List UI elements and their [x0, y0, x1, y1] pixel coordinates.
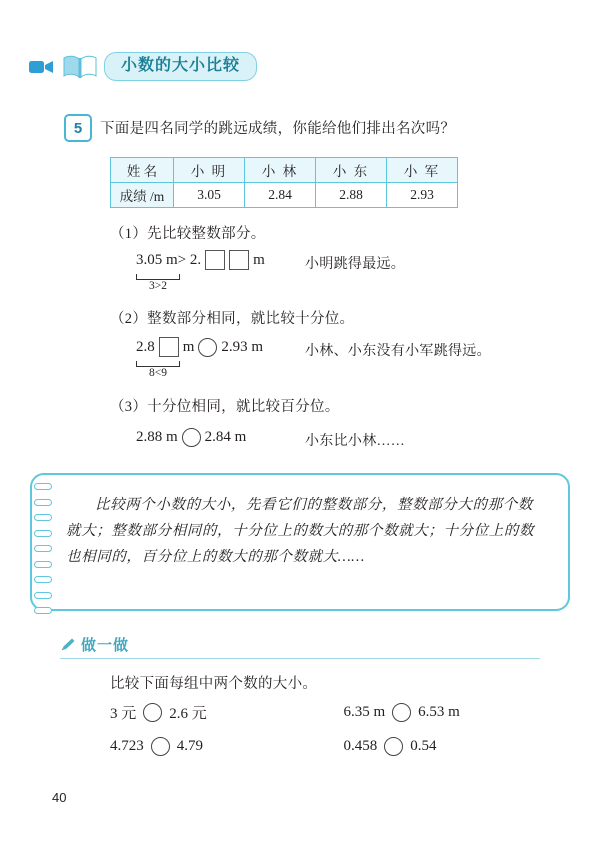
- practice-pair-1-right: 6.53 m: [418, 704, 460, 720]
- table-row: [111, 158, 458, 183]
- step-3-expr-prefix: 2.88 m: [136, 429, 178, 445]
- step-3-expr-suffix: 2.84 m: [204, 429, 247, 445]
- step-1-expr-prefix: 3.05 m> 2.: [136, 251, 202, 268]
- table-cell-name-3: 小 军: [387, 158, 458, 183]
- step-2-expr-prefix: 2.8: [136, 338, 155, 355]
- page-title: 小数的大小比较: [104, 52, 257, 81]
- table-cell-score-2: 2.88: [316, 183, 387, 208]
- open-book-icon: [62, 54, 98, 80]
- table-cell-name-1: 小 林: [245, 158, 316, 183]
- answer-blank-box[interactable]: [159, 337, 179, 357]
- comparison-circle[interactable]: [151, 737, 170, 756]
- step-3-label: （3）十分位相同，就比较百分位。: [110, 399, 340, 415]
- step-3-note: 小东比小林……: [305, 434, 406, 449]
- step-2-brace-label: 8<9: [149, 367, 167, 379]
- step-1-expr-suffix: m: [253, 251, 265, 268]
- table-header-name: 姓 名: [111, 158, 174, 183]
- table-cell-score-3: 2.93: [387, 183, 458, 208]
- notebook-spiral-icon: [34, 483, 54, 603]
- step-1-note: 小明跳得最远。: [305, 257, 406, 272]
- step-1-brace-label: 3>2: [149, 280, 167, 292]
- practice-pair-1: [307, 702, 541, 723]
- practice-pair-2-right: 4.79: [176, 738, 203, 754]
- comparison-circle[interactable]: [392, 703, 411, 722]
- practice-pair-0-right: 2.6 元: [169, 706, 207, 722]
- practice-pair-2-left: 4.723: [110, 738, 144, 754]
- practice-row: [110, 737, 540, 756]
- comparison-circle[interactable]: [384, 737, 403, 756]
- conclusion-paragraph: 比较两个小数的大小，先看它们的整数部分，整数部分大的那个数就大；整数部分相同的，十分位上的数大的那个数就大；十分位上的数也相同的，百分位上的数大的那个数就大……: [66, 497, 535, 565]
- step-2-expr-mid: m: [182, 338, 195, 355]
- practice-pair-3-right: 0.54: [410, 738, 437, 754]
- practice-pair-3: [307, 737, 541, 756]
- conclusion-text: [66, 492, 536, 570]
- step-2-label: （2）整数部分相同，就比较十分位。: [110, 311, 355, 327]
- practice-header: [60, 634, 129, 655]
- answer-blank-box[interactable]: [229, 250, 249, 270]
- table-header-score: 成绩 /m: [111, 183, 174, 208]
- practice-pair-3-left: 0.458: [343, 738, 378, 754]
- comparison-circle[interactable]: [143, 703, 162, 722]
- step-2-note: 小林、小东没有小军跳得远。: [305, 344, 491, 359]
- scores-table: [110, 157, 458, 208]
- practice-row: [110, 702, 540, 723]
- practice-instruction: 比较下面每组中两个数的大小。: [110, 676, 318, 692]
- practice-pair-2: [110, 737, 307, 756]
- pencil-icon: [60, 637, 76, 653]
- step-1-underbrace: [136, 274, 180, 292]
- answer-blank-box[interactable]: [205, 250, 225, 270]
- practice-pairs: [110, 702, 540, 770]
- comparison-circle[interactable]: [182, 428, 201, 447]
- table-row: [111, 183, 458, 208]
- table-cell-name-0: 小 明: [174, 158, 245, 183]
- practice-title: 做一做: [81, 637, 130, 654]
- step-3-expression: [136, 428, 246, 447]
- step-1-expression: [136, 250, 265, 270]
- practice-pair-0-left: 3 元: [110, 706, 137, 722]
- section-header: [28, 52, 257, 81]
- comparison-circle[interactable]: [198, 338, 217, 357]
- practice-pair-0: [110, 702, 307, 723]
- video-camera-icon: [28, 57, 56, 77]
- problem-number-badge: 5: [64, 114, 92, 142]
- table-cell-score-1: 2.84: [245, 183, 316, 208]
- step-2-underbrace: [136, 361, 180, 379]
- step-1-label: （1）先比较整数部分。: [110, 226, 266, 242]
- page-number: 40: [52, 790, 67, 805]
- table-cell-score-0: 3.05: [174, 183, 245, 208]
- table-cell-name-2: 小 东: [316, 158, 387, 183]
- practice-divider: [60, 658, 540, 659]
- practice-pair-1-left: 6.35 m: [343, 704, 386, 720]
- step-2-expr-suffix: 2.93 m: [221, 338, 264, 355]
- problem-prompt: 下面是四名同学的跳远成绩，你能给他们排出名次吗？: [100, 121, 456, 137]
- step-2-expression: [136, 337, 263, 357]
